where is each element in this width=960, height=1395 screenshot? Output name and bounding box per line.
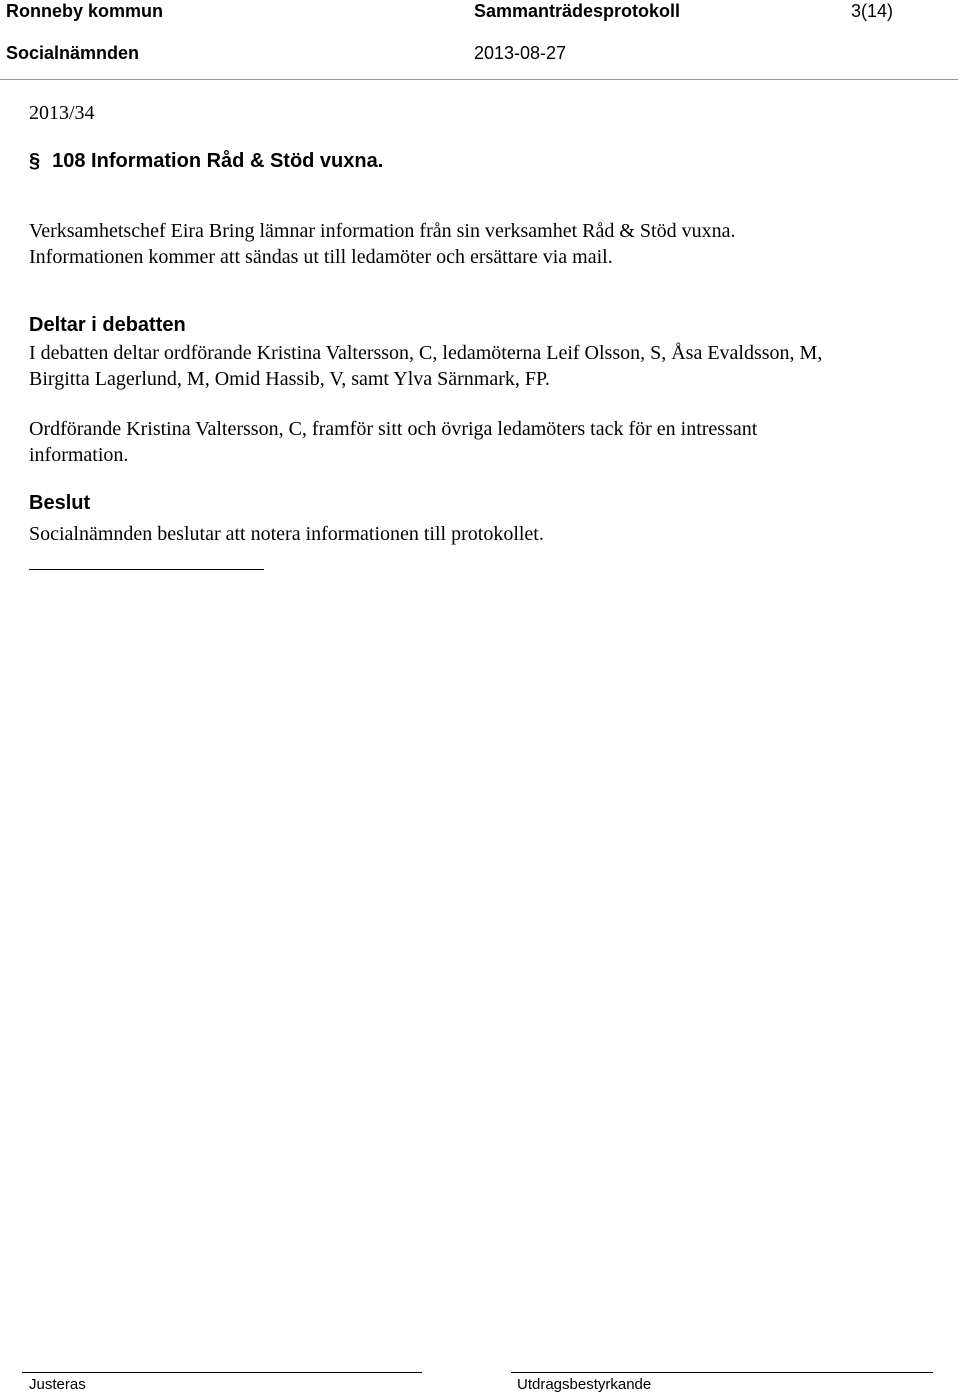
document-type: Sammanträdesprotokoll xyxy=(474,1,681,21)
paragraph-line: Informationen kommer att sändas ut till ledamöter och ersättare via mail. xyxy=(29,246,613,268)
debate-paragraph xyxy=(29,340,939,392)
paragraph-line: Ordförande Kristina Valtersson, C, framför sitt och övriga ledamöters tack för en intressant xyxy=(29,418,758,440)
utdragsbestyrkande-label: Utdragsbestyrkande xyxy=(517,1376,652,1393)
case-number: 2013/34 xyxy=(29,102,95,124)
meeting-date: 2013-08-27 xyxy=(474,43,567,63)
organization-name: Ronneby kommun xyxy=(6,1,164,21)
section-sign: § xyxy=(29,150,41,172)
header-divider xyxy=(0,79,958,80)
utdragsbestyrkande-signature-line xyxy=(511,1372,933,1373)
justeras-label: Justeras xyxy=(29,1376,86,1393)
decision-heading: Beslut xyxy=(29,492,91,514)
paragraph-line: Socialnämnden beslutar att notera informationen till protokollet. xyxy=(29,523,544,545)
thanks-paragraph xyxy=(29,416,939,468)
committee-name: Socialnämnden xyxy=(6,43,140,63)
section-heading xyxy=(29,148,383,174)
information-paragraph xyxy=(29,218,939,270)
decision-paragraph xyxy=(29,521,939,547)
paragraph-line: I debatten deltar ordförande Kristina Valtersson, C, ledamöterna Leif Olsson, S, Åsa Evaldsson, M, xyxy=(29,342,823,364)
justeras-signature-line xyxy=(22,1372,422,1373)
paragraph-line: information. xyxy=(29,444,129,466)
debate-heading: Deltar i debatten xyxy=(29,314,186,336)
section-title: 108 Information Råd & Stöd vuxna. xyxy=(52,150,384,172)
page-number: 3(14) xyxy=(851,1,894,21)
paragraph-line: Verksamhetschef Eira Bring lämnar information från sin verksamhet Råd & Stöd vuxna. xyxy=(29,220,736,242)
paragraph-line: Birgitta Lagerlund, M, Omid Hassib, V, samt Ylva Särnmark, FP. xyxy=(29,368,550,390)
section-end-rule xyxy=(29,569,264,570)
